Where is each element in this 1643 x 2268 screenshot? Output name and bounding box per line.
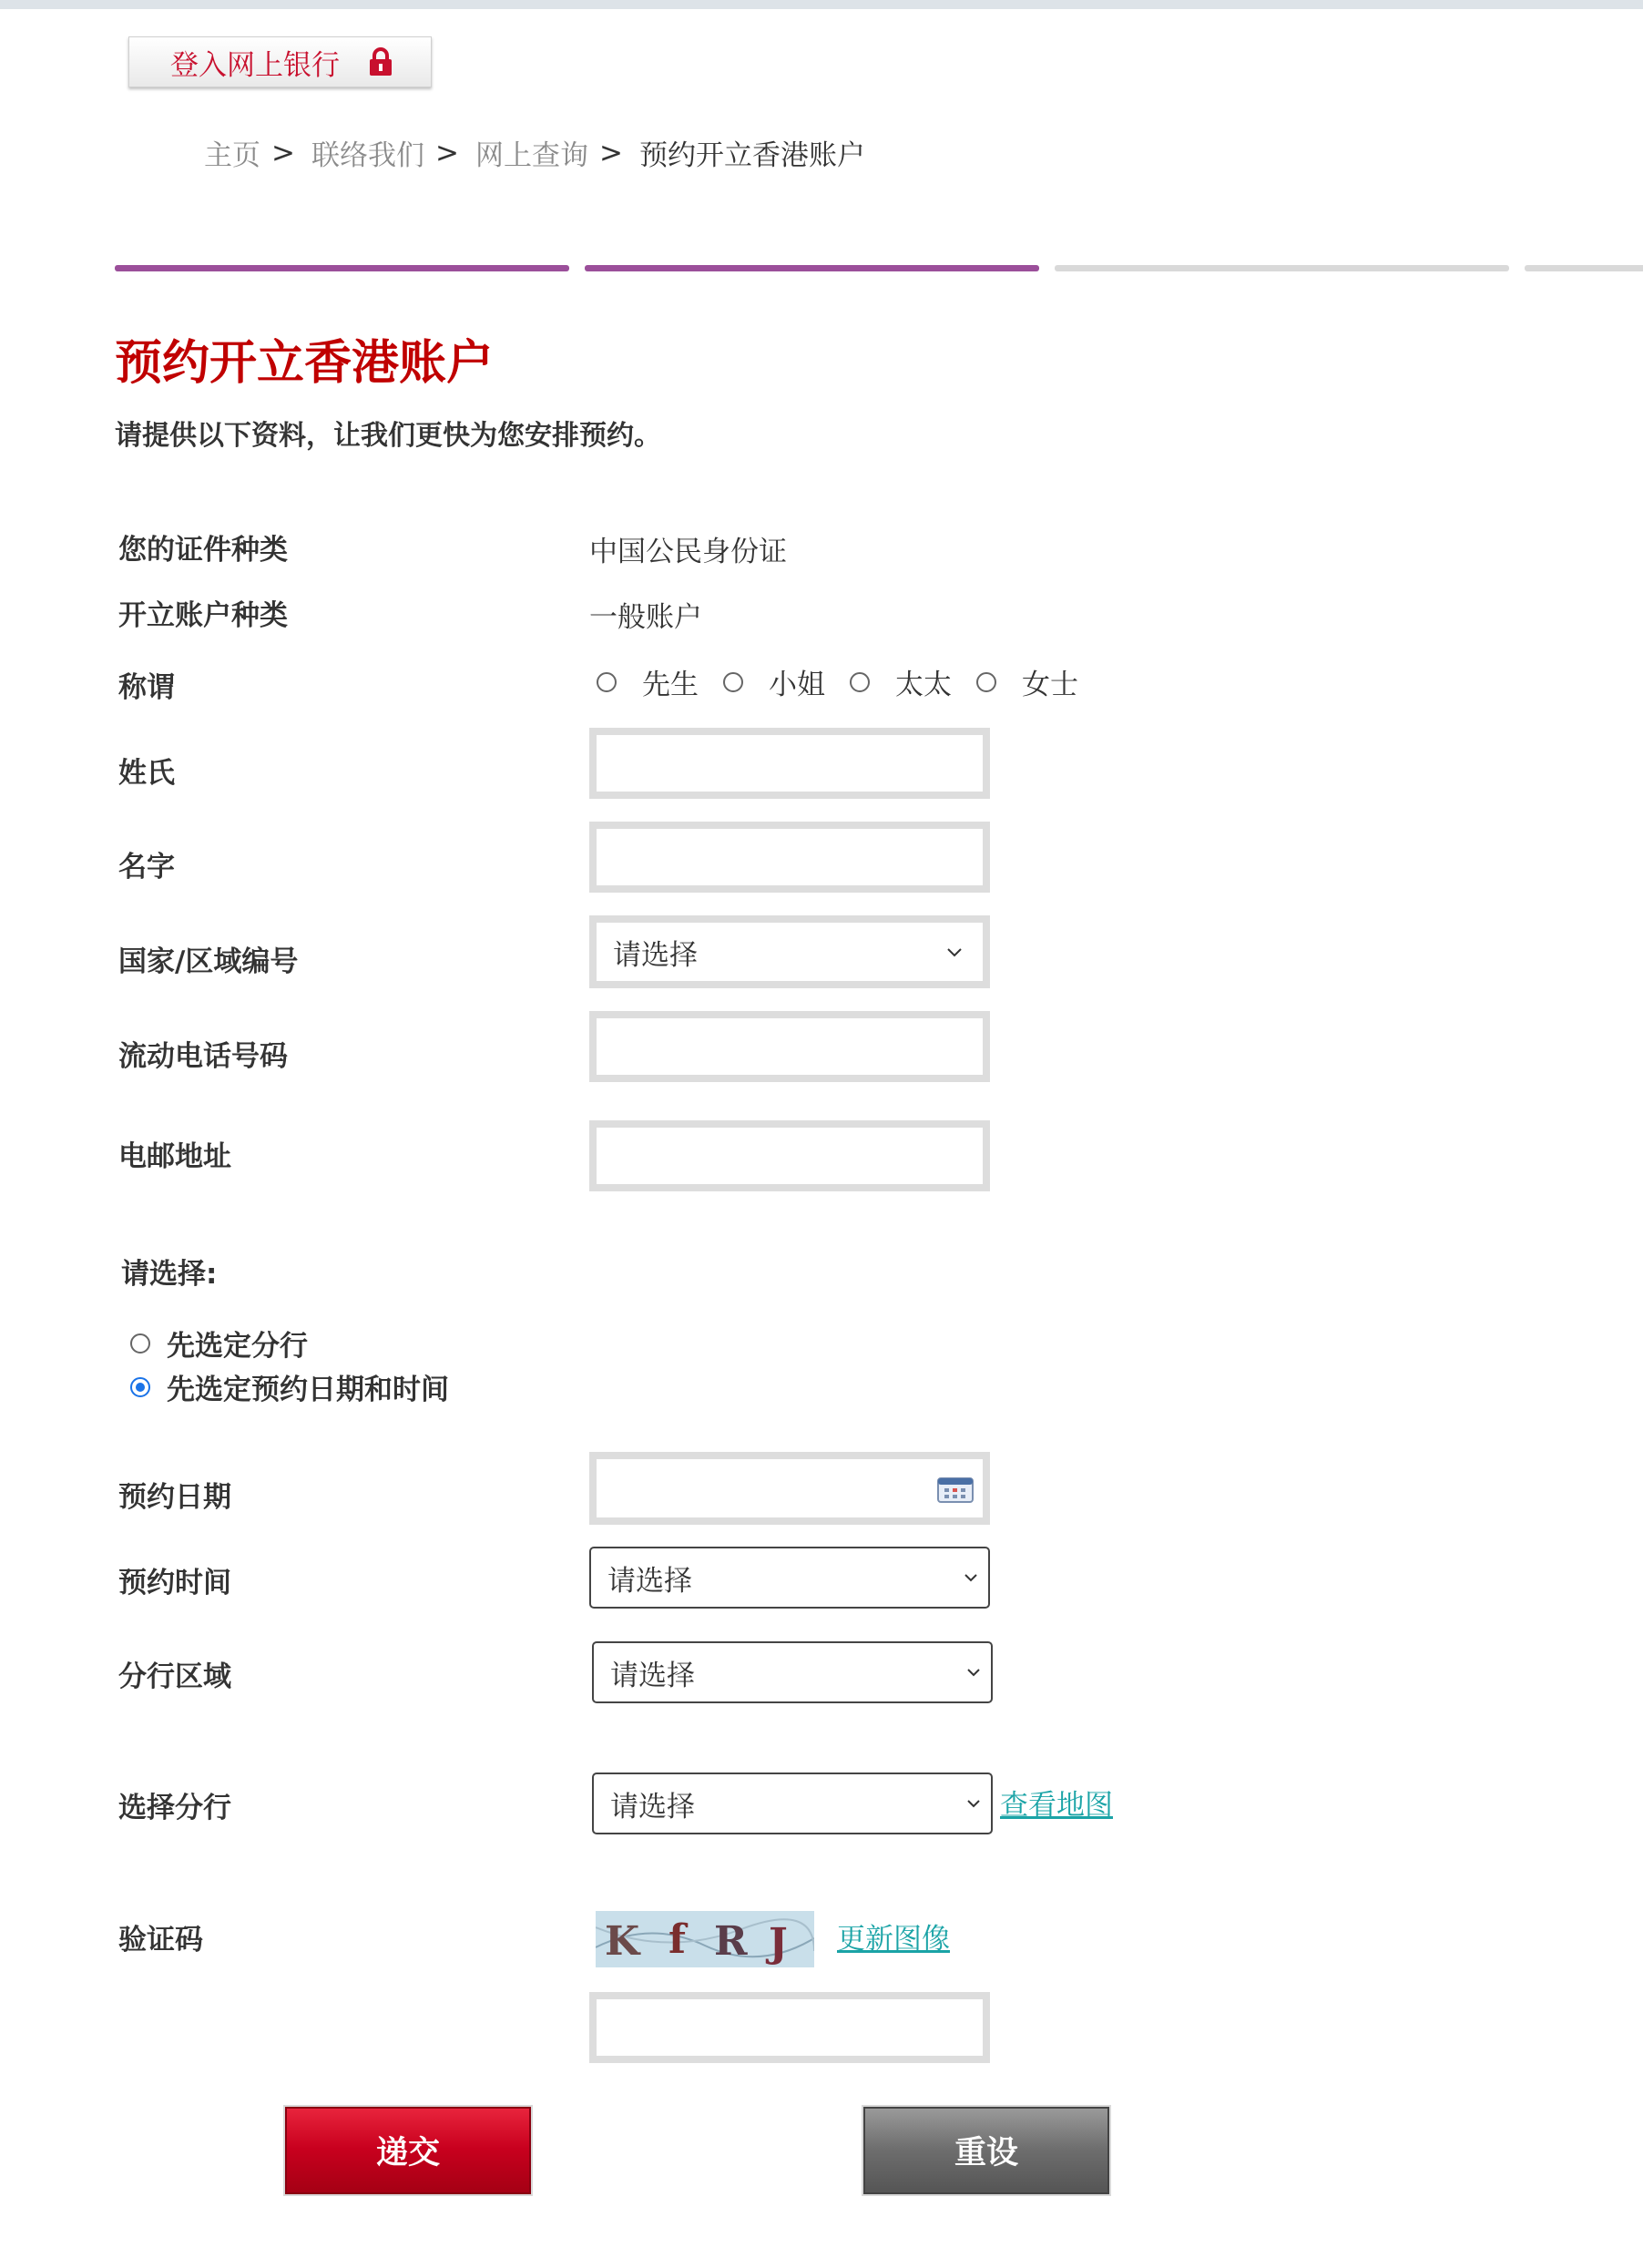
salutation-option-miss[interactable] [723, 661, 825, 702]
progress-step-1 [115, 265, 569, 271]
breadcrumb-contact-us[interactable]: 联络我们 [311, 139, 424, 172]
appointment-time-select[interactable] [589, 1547, 990, 1609]
page-subtitle: 请提供以下资料，让我们更快为您安排预约。 [115, 420, 661, 452]
chevron-down-icon [944, 942, 964, 962]
branch-label: 选择分行 [118, 1792, 231, 1824]
surname-label: 姓氏 [118, 757, 175, 790]
progress-step-2 [585, 265, 1039, 271]
salutation-option-label: 小姐 [769, 669, 825, 701]
branch-region-label: 分行区域 [118, 1660, 231, 1693]
salutation-option-ms[interactable] [976, 661, 1078, 702]
salutation-radio-group [597, 661, 1103, 702]
breadcrumb-separator: > [271, 136, 295, 169]
top-bar [0, 0, 1643, 9]
branch-select[interactable] [592, 1773, 993, 1834]
radio-button[interactable] [976, 672, 996, 692]
given-name-input[interactable] [589, 822, 990, 893]
given-name-label: 名字 [118, 851, 175, 884]
branch-region-selected: 请选择 [610, 1659, 695, 1692]
breadcrumb-separator: > [598, 136, 623, 169]
salutation-label: 称谓 [118, 671, 175, 704]
reset-button[interactable]: 重设 [863, 2107, 1109, 2194]
radio-button[interactable] [597, 672, 617, 692]
page-title: 预约开立香港账户 [115, 336, 495, 391]
salutation-option-mrs[interactable] [850, 661, 952, 702]
view-map-link[interactable]: 查看地图 [1000, 1789, 1113, 1822]
country-code-selected: 请选择 [613, 938, 698, 972]
branch-selected: 请选择 [610, 1790, 695, 1824]
choice-option-label: 先选定分行 [167, 1330, 308, 1363]
choice-heading: 请选择: [121, 1258, 218, 1291]
breadcrumb-current: 预约开立香港账户 [638, 139, 865, 172]
choice-branch-first[interactable] [130, 1323, 308, 1364]
radio-button[interactable] [850, 672, 870, 692]
captcha-char: K [605, 1918, 640, 1965]
captcha-input[interactable] [589, 1992, 990, 2063]
appointment-date-input[interactable] [589, 1452, 990, 1525]
breadcrumb-separator: > [434, 136, 459, 169]
refresh-captcha-link[interactable]: 更新图像 [837, 1923, 950, 1956]
branch-region-select[interactable] [592, 1641, 993, 1703]
email-label: 电邮地址 [118, 1140, 231, 1173]
radio-button[interactable] [723, 672, 743, 692]
chevron-down-icon [961, 1568, 981, 1588]
account-type-label: 开立账户种类 [118, 599, 288, 632]
salutation-option-label: 太太 [895, 669, 952, 701]
email-input[interactable] [589, 1120, 990, 1191]
login-button-label: 登入网上银行 [170, 48, 340, 82]
captcha-char: R [714, 1918, 748, 1965]
account-type-value: 一般账户 [589, 601, 702, 634]
breadcrumb [204, 132, 865, 173]
appointment-time-label: 预约时间 [118, 1567, 231, 1599]
radio-button[interactable] [130, 1377, 150, 1397]
progress-step-3 [1055, 265, 1509, 271]
login-online-banking-button[interactable] [128, 36, 432, 87]
breadcrumb-home[interactable]: 主页 [204, 139, 260, 172]
chevron-down-icon [964, 1793, 984, 1813]
salutation-option-mr[interactable] [597, 661, 699, 702]
mobile-number-label: 流动电话号码 [118, 1040, 288, 1073]
radio-button[interactable] [130, 1333, 150, 1354]
id-type-label: 您的证件种类 [118, 534, 288, 567]
mobile-number-input[interactable] [589, 1011, 990, 1082]
choice-option-label: 先选定预约日期和时间 [167, 1374, 449, 1406]
salutation-option-label: 女士 [1022, 669, 1078, 701]
choice-date-first[interactable] [130, 1366, 449, 1407]
captcha-image [596, 1911, 814, 1967]
appointment-time-selected: 请选择 [607, 1564, 692, 1598]
salutation-option-label: 先生 [642, 669, 699, 701]
appointment-date-label: 预约日期 [118, 1481, 231, 1514]
lock-icon [367, 46, 394, 77]
submit-button[interactable]: 递交 [285, 2107, 531, 2194]
progress-step-4 [1525, 265, 1643, 271]
captcha-label: 验证码 [118, 1924, 203, 1956]
country-code-label: 国家/区域编号 [118, 945, 299, 978]
calendar-icon[interactable] [937, 1477, 974, 1503]
id-type-value: 中国公民身份证 [589, 536, 787, 568]
breadcrumb-online-enquiry[interactable]: 网上查询 [475, 139, 588, 172]
captcha-char: f [668, 1916, 686, 1963]
surname-input[interactable] [589, 728, 990, 799]
chevron-down-icon [964, 1662, 984, 1682]
captcha-char: J [769, 1920, 788, 1967]
country-code-select[interactable] [589, 915, 990, 988]
